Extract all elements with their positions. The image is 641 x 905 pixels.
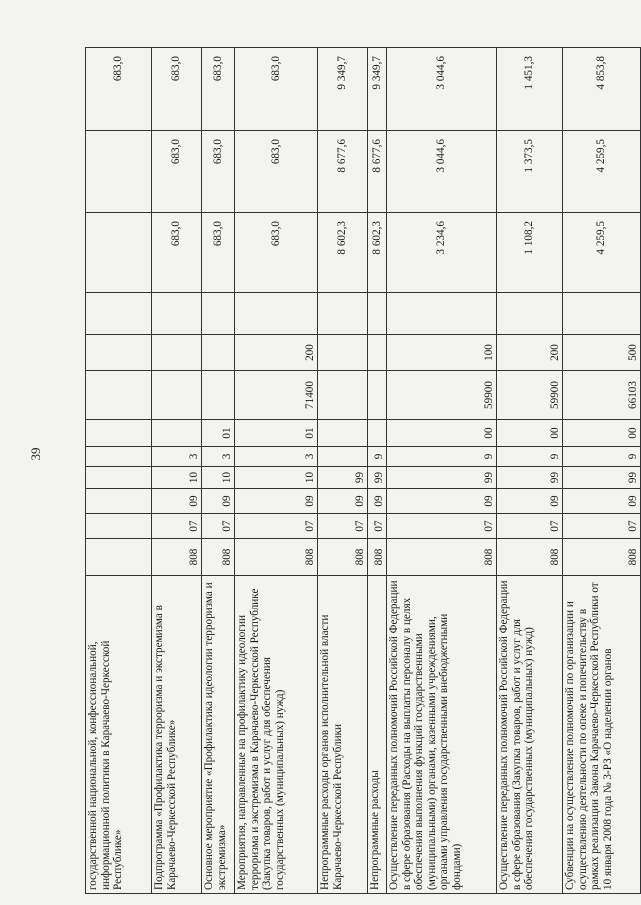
amount-cell: 683,0 — [152, 48, 202, 131]
code-cell: 200 — [497, 335, 563, 371]
amount-cell: 9 349,7 — [368, 48, 387, 131]
code-cell: 71400 — [235, 371, 318, 420]
table-row — [318, 48, 368, 894]
code-cell — [202, 293, 235, 335]
page-number: 39 — [28, 447, 43, 461]
row-description: государственной национальной, конфессиональной, информационной политики в Карачаево-Черкесской Республике» — [86, 576, 152, 894]
code-cell — [563, 293, 641, 335]
row-description: Непрограммные расходы органов исполнительной власти Карачаево-Черкесской Республики — [318, 576, 368, 894]
code-cell — [86, 539, 152, 576]
code-cell: 808 — [235, 539, 318, 576]
code-cell: 00 — [387, 420, 497, 447]
amount-cell: 8 602,3 — [318, 213, 368, 293]
code-cell: 808 — [152, 539, 202, 576]
code-cell: 3 — [202, 447, 235, 467]
code-cell — [86, 335, 152, 371]
table-row — [563, 48, 641, 894]
row-description: Осуществление переданных полномочий Российской Федерации в сфере образования (Закупка товаров, работ и услуг для обеспечения государственных (муниципальных) нужд) — [497, 576, 563, 894]
amount-cell: 683,0 — [235, 131, 318, 213]
code-cell: 9 — [368, 447, 387, 467]
amount-cell: 683,0 — [152, 213, 202, 293]
amount-cell: 683,0 — [235, 48, 318, 131]
amount-cell: 1 108,2 — [497, 213, 563, 293]
code-cell: 99 — [563, 467, 641, 489]
amount-cell: 683,0 — [202, 131, 235, 213]
code-cell: 07 — [235, 514, 318, 539]
rotated-budget-table — [85, 48, 639, 894]
row-description: Мероприятия, направленные на профилактику идеологии терроризма и экстремизма в Карачаево-Черкесской Республике (Закупка товаров, работ и услуг для обеспечения государственных (муниципальных) нужд) — [235, 576, 318, 894]
code-cell — [152, 371, 202, 420]
code-cell — [387, 293, 497, 335]
code-cell: 09 — [235, 489, 318, 514]
table-row — [202, 48, 235, 894]
code-cell — [235, 293, 318, 335]
code-cell: 07 — [563, 514, 641, 539]
code-cell: 99 — [368, 467, 387, 489]
code-cell: 09 — [368, 489, 387, 514]
code-cell — [318, 447, 368, 467]
code-cell — [86, 293, 152, 335]
code-cell: 9 — [497, 447, 563, 467]
budget-table — [85, 47, 641, 894]
amount-cell: 683,0 — [202, 213, 235, 293]
code-cell: 808 — [368, 539, 387, 576]
code-cell: 07 — [318, 514, 368, 539]
code-cell: 99 — [318, 467, 368, 489]
code-cell: 3 — [152, 447, 202, 467]
code-cell: 99 — [387, 467, 497, 489]
amount-cell — [86, 213, 152, 293]
code-cell — [318, 293, 368, 335]
code-cell — [318, 335, 368, 371]
code-cell: 01 — [202, 420, 235, 447]
code-cell: 07 — [497, 514, 563, 539]
code-cell: 09 — [497, 489, 563, 514]
code-cell — [86, 489, 152, 514]
code-cell: 00 — [497, 420, 563, 447]
table-row — [235, 48, 318, 894]
code-cell: 66103 — [563, 371, 641, 420]
amount-cell: 1 373,5 — [497, 131, 563, 213]
code-cell — [368, 335, 387, 371]
table-row — [86, 48, 152, 894]
code-cell — [86, 371, 152, 420]
code-cell — [318, 371, 368, 420]
amount-cell: 4 853,8 — [563, 48, 641, 131]
row-description: Основное мероприятие «Профилактика идеологии терроризма и экстремизма» — [202, 576, 235, 894]
amount-cell: 683,0 — [202, 48, 235, 131]
code-cell: 09 — [152, 489, 202, 514]
code-cell: 200 — [235, 335, 318, 371]
amount-cell: 8 677,6 — [318, 131, 368, 213]
code-cell: 808 — [202, 539, 235, 576]
code-cell: 10 — [202, 467, 235, 489]
amount-cell: 8 602,3 — [368, 213, 387, 293]
amount-cell: 4 259,5 — [563, 213, 641, 293]
code-cell — [368, 420, 387, 447]
code-cell — [152, 335, 202, 371]
code-cell: 808 — [387, 539, 497, 576]
code-cell — [318, 420, 368, 447]
amount-cell: 683,0 — [152, 131, 202, 213]
code-cell: 07 — [387, 514, 497, 539]
code-cell: 808 — [497, 539, 563, 576]
amount-cell: 3 234,6 — [387, 213, 497, 293]
code-cell: 99 — [497, 467, 563, 489]
code-cell: 07 — [152, 514, 202, 539]
row-description: Субвенции на осуществление полномочий по организации и осуществлению деятельности по опеке и попечительству в рамках реализации Закона Карачаево-Черкесской Республики от 10 января 2008 года № 3-РЗ «О наделении органов — [563, 576, 641, 894]
code-cell: 07 — [368, 514, 387, 539]
code-cell: 09 — [387, 489, 497, 514]
amount-cell: 683,0 — [235, 213, 318, 293]
code-cell: 09 — [318, 489, 368, 514]
row-description: Подпрограмма «Профилактика терроризма и экстремизма в Карачаево-Черкесской Республике» — [152, 576, 202, 894]
code-cell — [202, 371, 235, 420]
code-cell: 59900 — [497, 371, 563, 420]
code-cell — [152, 420, 202, 447]
code-cell: 808 — [563, 539, 641, 576]
code-cell: 808 — [318, 539, 368, 576]
code-cell — [497, 293, 563, 335]
amount-cell — [86, 131, 152, 213]
code-cell: 07 — [202, 514, 235, 539]
code-cell — [86, 467, 152, 489]
code-cell: 10 — [152, 467, 202, 489]
code-cell: 9 — [563, 447, 641, 467]
code-cell — [86, 514, 152, 539]
code-cell: 09 — [563, 489, 641, 514]
row-description: Осуществление переданных полномочий Российской Федерации в сфере образования (Расходы на выплаты персоналу в целях обеспечения выполнения функций государственными (муниципальными) органами, казенными учреждениями, органами управления государственными внебюджетными фондами) — [387, 576, 497, 894]
amount-cell: 3 044,6 — [387, 131, 497, 213]
amount-cell: 8 677,6 — [368, 131, 387, 213]
code-cell: 3 — [235, 447, 318, 467]
code-cell — [86, 420, 152, 447]
code-cell: 10 — [235, 467, 318, 489]
row-description: Непрограммные расходы — [368, 576, 387, 894]
code-cell: 500 — [563, 335, 641, 371]
code-cell: 9 — [387, 447, 497, 467]
amount-cell: 9 349,7 — [318, 48, 368, 131]
table-row — [368, 48, 387, 894]
code-cell: 09 — [202, 489, 235, 514]
code-cell: 100 — [387, 335, 497, 371]
amount-cell: 4 259,5 — [563, 131, 641, 213]
table-row — [152, 48, 202, 894]
amount-cell: 3 044,6 — [387, 48, 497, 131]
amount-cell: 1 451,3 — [497, 48, 563, 131]
code-cell — [202, 335, 235, 371]
code-cell — [86, 447, 152, 467]
table-row — [387, 48, 497, 894]
amount-cell: 683,0 — [86, 48, 152, 131]
code-cell — [152, 293, 202, 335]
code-cell — [368, 293, 387, 335]
table-row — [497, 48, 563, 894]
code-cell — [368, 371, 387, 420]
code-cell: 01 — [235, 420, 318, 447]
code-cell: 00 — [563, 420, 641, 447]
table-body — [86, 48, 641, 894]
code-cell: 59900 — [387, 371, 497, 420]
